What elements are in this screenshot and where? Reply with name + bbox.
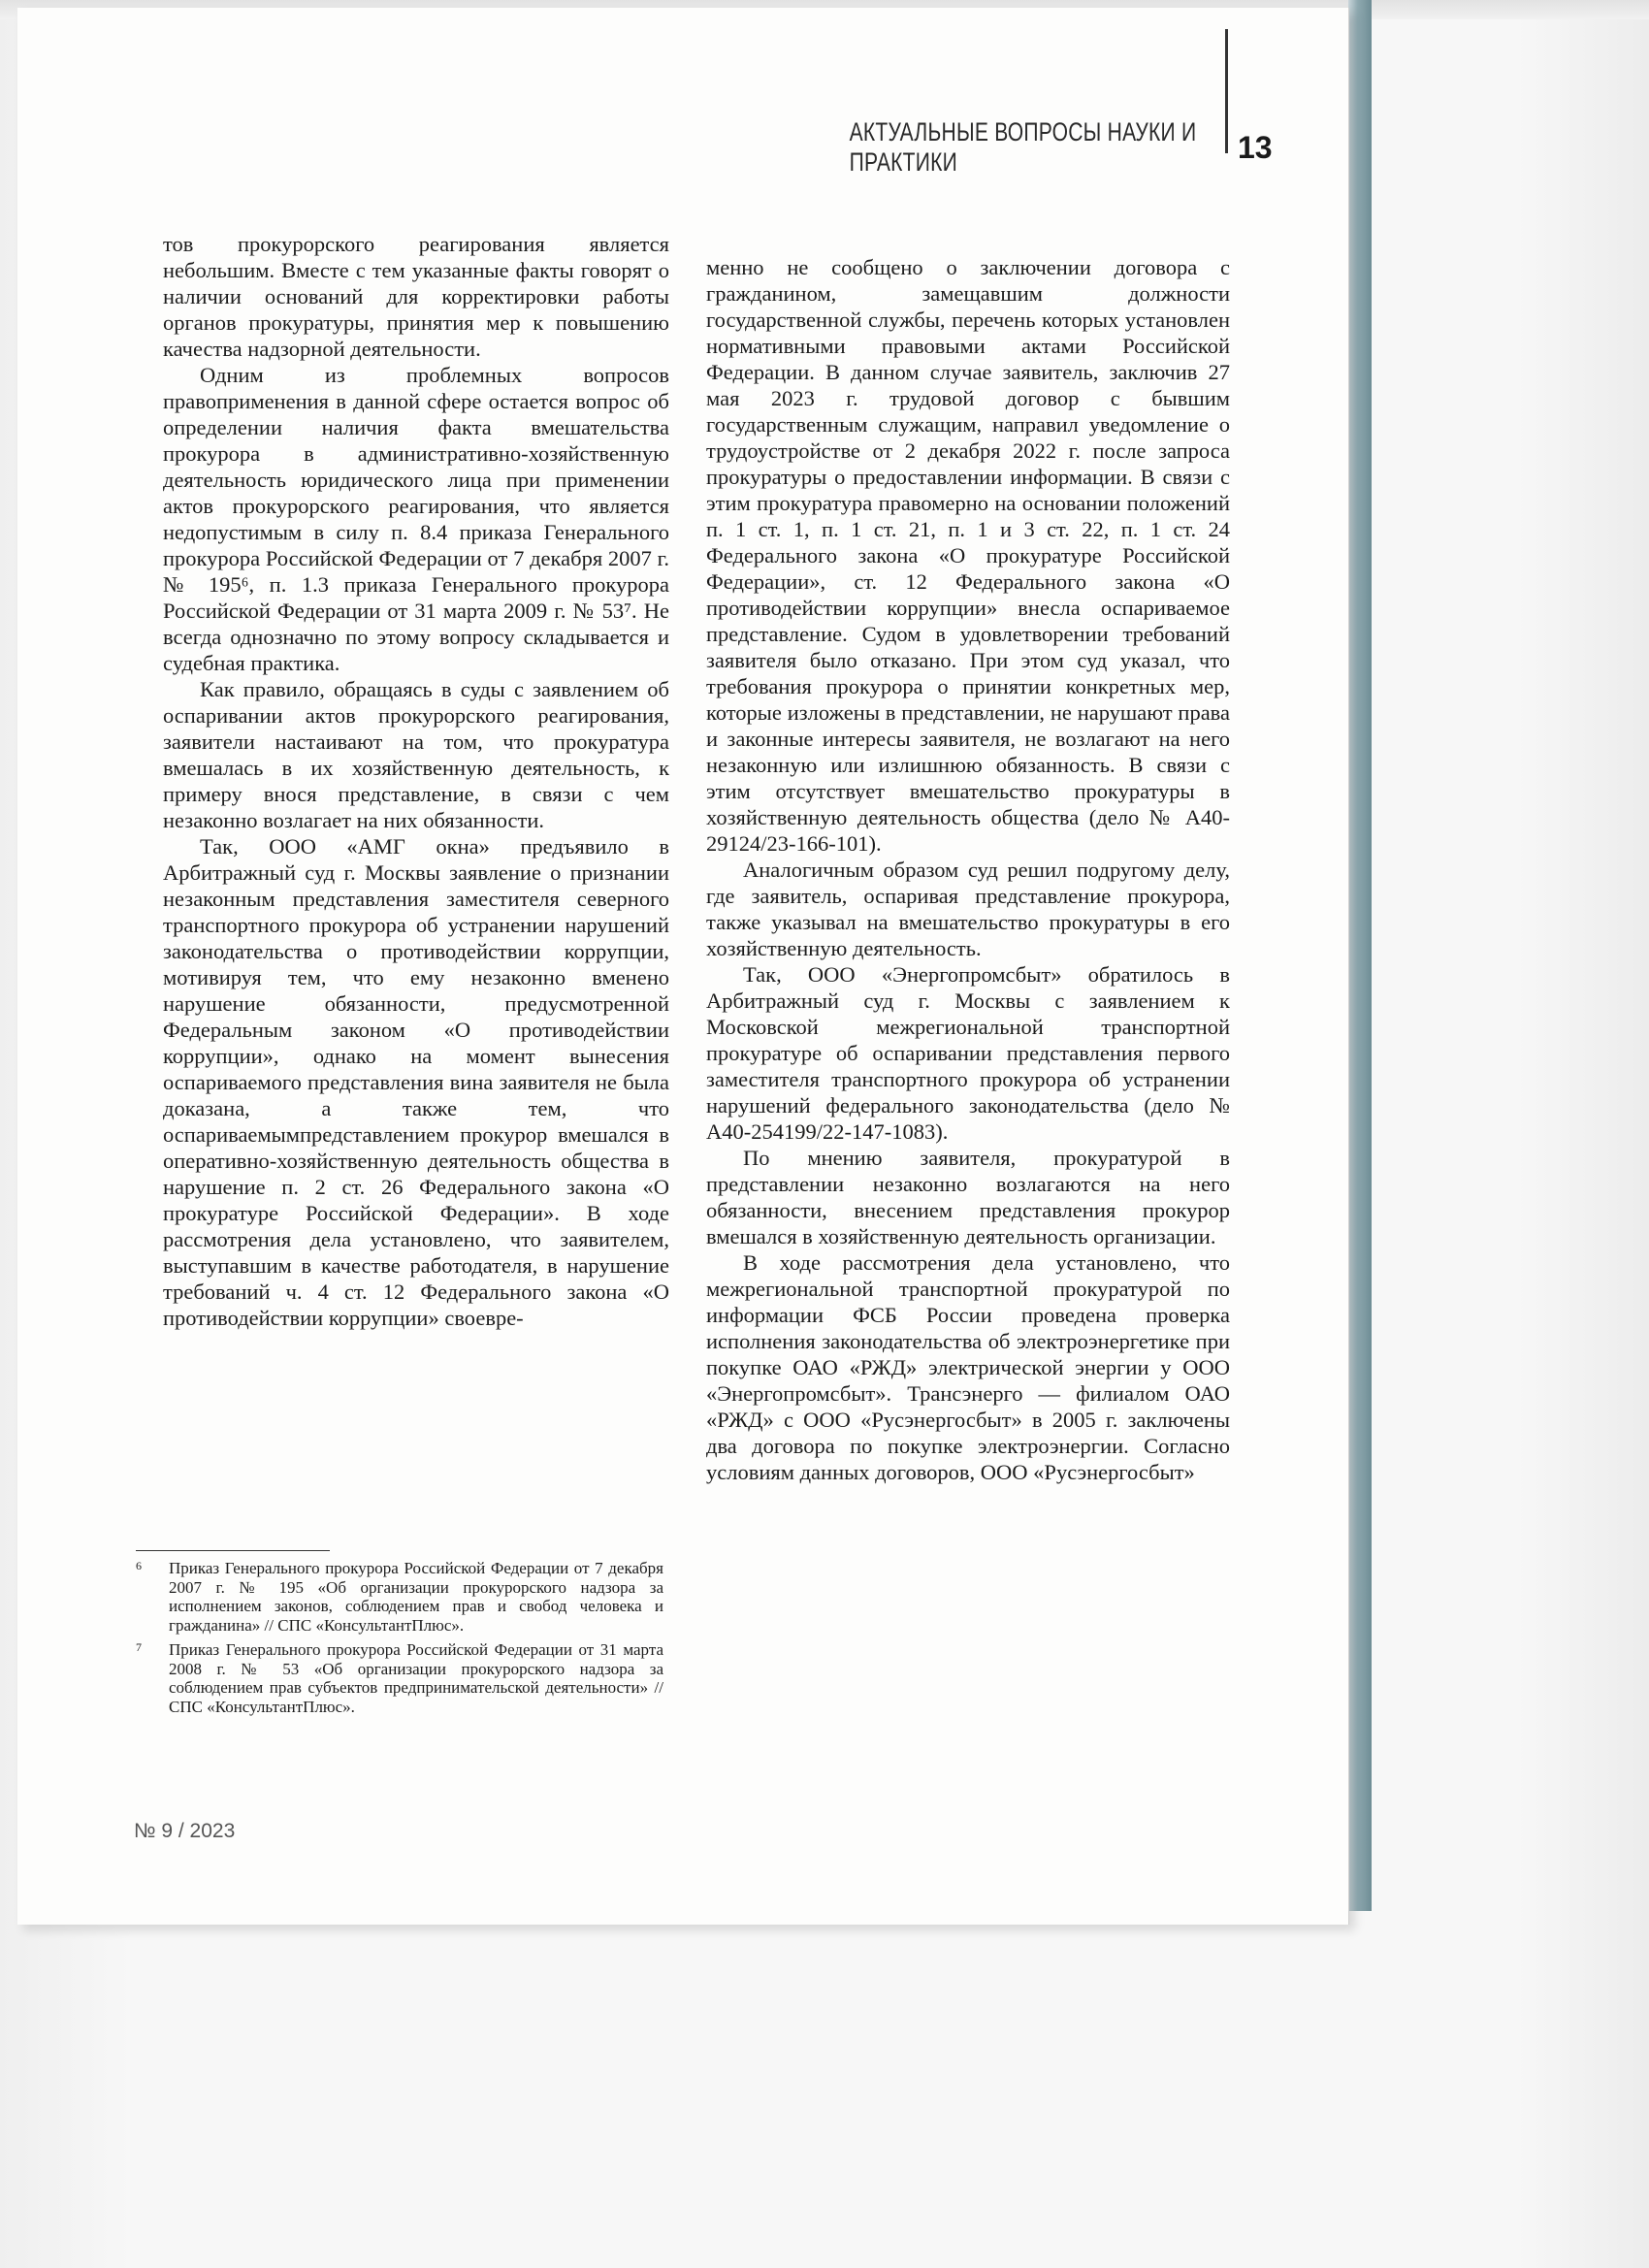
- paragraph: менно не сообщено о заключении договора с гражданином, замещавшим должности государственной службы, перечень которых установлен нормативными правовыми актами Российской Федерации. В данном случае заявитель, заключив 27 мая 2023 г. трудовой договор с бывшим государственным служащим, направил уведомление о трудоустройстве от 2 декабря 2022 г. после запроса прокуратуры о предоставлении информации. В связи с этим прокуратура правомерно на основании положений п. 1 ст. 1, п. 1 ст. 21, п. 1 и 3 ст. 22, п. 1 ст. 24 Федерального закона «О прокуратуре Российской Федерации», ст. 12 Федерального закона «О противодействии коррупции» внесла оспариваемое представление. Судом в удовлетворении требований заявителя было отказано. При этом суд указал, что требования прокурора о принятии конкретных мер, которые изложены в представлении, не нарушают права и законные интересы заявителя, не возлагают на него незаконную или излишнюю обязанность. В связи с этим отсутствует вмешательство прокуратуры в хозяйственную деятельность общества (дело № А40-29124/23-166-101).: [706, 255, 1230, 856]
- paragraph: Так, ООО «Энергопромсбыт» обратилось в Арбитражный суд г. Москвы с заявлением к Московской межрегиональной транспортной прокуратуре об оспаривании представления первого заместителя транспортного прокурора об устранении нарушений федерального законодательства (дело № А40-254199/22-147-1083).: [706, 962, 1230, 1144]
- journal-spine: [1348, 0, 1372, 1911]
- footnote-text: Приказ Генерального прокурора Российской Федерации от 31 марта 2008 г. № 53 «Об организации прокурорского надзора за соблюдением прав субъектов предпринимательской деятельности» // СПС «КонсультантПлюс».: [169, 1640, 663, 1716]
- left-column: [163, 231, 669, 1331]
- paragraph: По мнению заявителя, прокуратурой в представлении незаконно возлагаются на него обязанности, внесением представления прокурор вмешался в хозяйственную деятельность организации.: [706, 1146, 1230, 1248]
- footnote: [136, 1559, 663, 1635]
- footnote-number: 6: [136, 1559, 142, 1572]
- footnote-number: 7: [136, 1640, 142, 1654]
- paragraph: Аналогичным образом суд решил подругому делу, где заявитель, оспаривая представление прокурора, также указывал на вмешательство прокуратуры в его хозяйственную деятельность.: [706, 858, 1230, 960]
- running-title: АКТУАЛЬНЫЕ ВОПРОСЫ НАУКИ И ПРАКТИКИ: [849, 117, 1197, 177]
- right-column: [706, 254, 1230, 1485]
- footnote: [136, 1640, 663, 1716]
- footnote-text: Приказ Генерального прокурора Российской Федерации от 7 декабря 2007 г. № 195 «Об организации прокурорского надзора за исполнением законов, соблюдением прав и свобод человека и гражданина» // СПС «КонсультантПлюс».: [169, 1559, 663, 1635]
- paragraph: Как правило, обращаясь в суды с заявлением об оспаривании актов прокурорского реагирования, заявители настаивают на том, что прокуратура вмешалась в их хозяйственную деятельность, к примеру внося представление, в связи с чем незаконно возлагает на них обязанности.: [163, 677, 669, 832]
- paragraph: тов прокурорского реагирования является небольшим. Вместе с тем указанные факты говорят о наличии оснований для корректировки работы органов прокуратуры, принятия мер к повышению качества надзорной деятельности.: [163, 232, 669, 361]
- page-number: 13: [1238, 129, 1273, 165]
- issue-number: № 9 / 2023: [134, 1820, 236, 1842]
- paragraph: В ходе рассмотрения дела установлено, что межрегиональной транспортной прокуратурой по информации ФСБ России проведена проверка исполнения законодательства об электроэнергетике при покупке ОАО «РЖД» электрической энергии у ООО «Энергопромсбыт». Трансэнерго — филиалом ОАО «РЖД» с ООО «Русэнергосбыт» в 2005 г. заключены два договора по покупке электроэнергии. Согласно условиям данных договоров, ООО «Русэнергосбыт»: [706, 1250, 1230, 1484]
- paragraph: Так, ООО «АМГ окна» предъявило в Арбитражный суд г. Москвы заявление о признании незаконным представления заместителя северного транспортного прокурора об устранении нарушений законодательства о противодействии коррупции, мотивируя тем, что ему незаконно вменено нарушение обязанности, предусмотренной Федеральным законом «О противодействии коррупции», однако на момент вынесения оспариваемого представления вина заявителя не была доказана, а также тем, что оспариваемымпредставлением прокурор вмешался в оперативно-хозяйственную деятельность общества в нарушение п. 2 ст. 26 Федерального закона «О прокуратуре Российской Федерации». В ходе рассмотрения дела установлено, что заявителем, выступавшим в качестве работодателя, в нарушение требований ч. 4 ст. 12 Федерального закона «О противодействии коррупции» своевре-: [163, 834, 669, 1330]
- footnote-rule: [136, 1550, 330, 1551]
- footnotes: [136, 1550, 663, 1722]
- paragraph: Одним из проблемных вопросов правоприменения в данной сфере остается вопрос об определении наличия факта вмешательства прокурора в административно-хозяйственную деятельность юридического лица при применении актов прокурорского реагирования, что является недопустимым в силу п. 8.4 приказа Генерального прокурора Российской Федерации от 7 декабря 2007 г. № 195⁶, п. 1.3 приказа Генерального прокурора Российской Федерации от 31 марта 2009 г. № 53⁷. Не всегда однозначно по этому вопросу складывается и судебная практика.: [163, 363, 669, 675]
- header-divider: [1225, 29, 1228, 153]
